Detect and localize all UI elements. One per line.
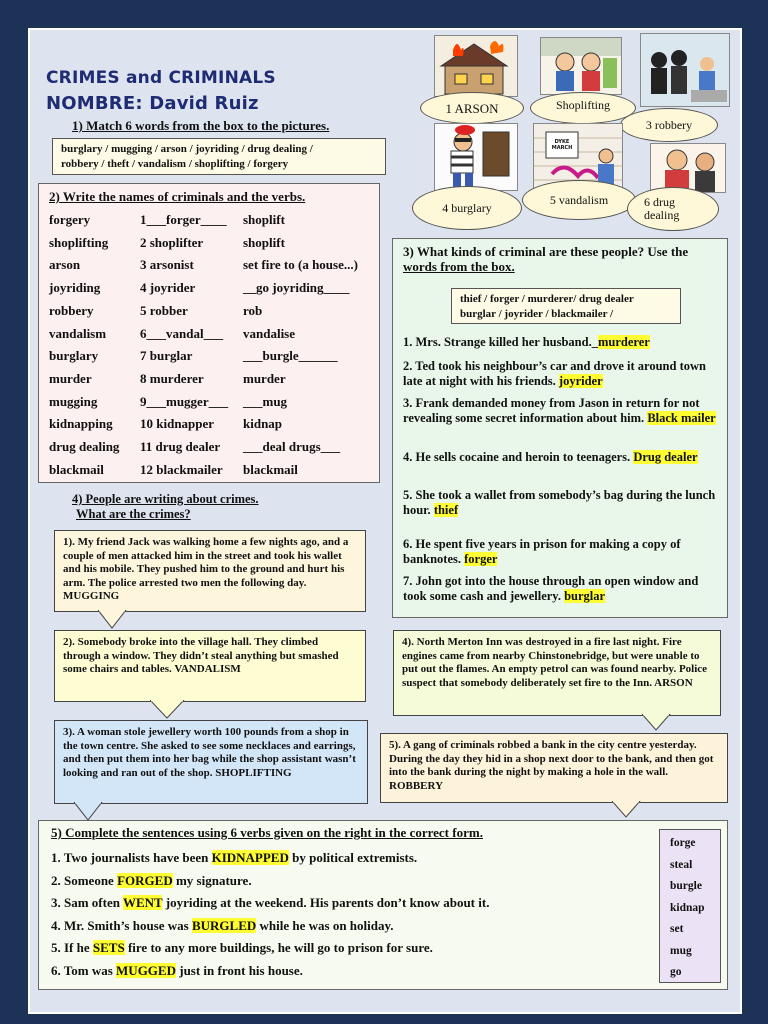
student-name: NOMBRE: David Ruiz: [46, 93, 259, 114]
instruction-line: words from the box.: [403, 259, 515, 274]
sentence-text: by political extremists.: [288, 850, 418, 865]
verb-cell: ___deal drugs___: [243, 439, 341, 454]
criminal-cell: 9___mugger___: [140, 393, 229, 409]
word-box-crimes: [52, 138, 386, 175]
sentence-item: [51, 873, 252, 889]
story-text: 3). A woman stole jewellery worth 100 pounds from a shop in the town centre. She asked to see some necklaces and earrings, and then put them into her bag while the shop assistant wasn’t looking and ran out of the shop. SHOPLIFTING: [63, 726, 356, 779]
sentence-text: 2. Someone: [51, 872, 118, 888]
verb-cell: rob: [243, 302, 263, 318]
bubble-tail: [98, 610, 128, 630]
picture-label-6: 6 drug dealing: [627, 187, 719, 231]
burglar-icon: [435, 124, 517, 190]
crime-cell: mugging: [49, 393, 98, 409]
highlighted-answer: Black mailer: [647, 411, 716, 425]
verb-cell: shoplift: [243, 234, 285, 250]
story-text: 2). Somebody broke into the village hall. They climbed through a window. They didn’t steal anything but smashed some chairs and tables. VANDALISM: [63, 636, 339, 675]
verb-item: set: [670, 923, 684, 935]
question-item: [403, 537, 723, 567]
sentence-text: 3. Sam often: [51, 895, 123, 910]
burning-house-icon: [435, 36, 517, 96]
question-item: [403, 396, 723, 426]
crime-cell: burglary: [49, 348, 99, 364]
highlighted-answer: SETS: [92, 940, 125, 955]
sentence-item: [51, 918, 394, 934]
highlighted-answer: WENT: [122, 895, 163, 910]
drug-dealer-icon: [651, 144, 725, 192]
highlighted-answer: thief: [433, 503, 459, 517]
crime-cell: forgery: [49, 212, 91, 227]
question-text: 4. He sells cocaine and heroin to teenagers.: [403, 450, 634, 464]
verb-cell: set fire to (a house...): [243, 257, 358, 273]
picture-label-2: Shoplifting: [530, 92, 636, 124]
criminal-cell: 11 drug dealer: [140, 439, 221, 454]
sentence-text: joyriding at the weekend. His parents don’t know about it.: [162, 895, 490, 910]
verb-cell: ___burgle______: [243, 348, 338, 364]
verb-list-box: [659, 829, 721, 983]
highlighted-answer: burglar: [564, 589, 606, 603]
robbers-icon: [641, 34, 729, 106]
question-text: 3. Frank demanded money from Jason in return for not revealing some secret information about him.: [403, 396, 700, 425]
criminal-cell: 3 arsonist: [140, 257, 194, 273]
question-item: [403, 359, 723, 389]
sentence-item: [51, 850, 417, 866]
verb-item: steal: [670, 858, 693, 871]
worksheet-title: CRIMES and CRIMINALS: [46, 68, 276, 88]
section2-instruction: 2) Write the names of criminals and the verbs.: [49, 189, 306, 204]
highlighted-answer: BURGLED: [191, 917, 257, 933]
word-box-line: robbery / theft / vandalism / shoplifting / forgery: [61, 158, 289, 170]
picture-label-3: 3 robbery: [620, 108, 718, 142]
story-bubble-4: [393, 630, 721, 716]
sentence-text: while he was on holiday.: [256, 917, 394, 933]
verb-item: kidnap: [670, 901, 705, 914]
verb-cell: ___mug: [243, 393, 288, 409]
crime-cell: arson: [49, 257, 81, 273]
highlighted-answer: Drug dealer: [633, 450, 698, 464]
crime-cell: kidnapping: [49, 416, 113, 432]
criminal-cell: 5 robber: [140, 302, 188, 318]
arson-picture: [434, 35, 518, 97]
burglary-picture: [434, 123, 518, 191]
crime-cell: shoplifting: [49, 234, 109, 250]
verb-item: forge: [670, 837, 696, 849]
sentence-text: my signature.: [172, 872, 252, 888]
picture-label-1: 1 ARSON: [420, 92, 524, 124]
verb-cell: murder: [243, 370, 286, 386]
bubble-tail: [612, 801, 642, 819]
bubble-tail: [150, 700, 186, 720]
story-bubble-2: [54, 630, 366, 702]
bubble-tail: [642, 714, 672, 732]
criminal-types-panel: [392, 238, 728, 618]
question-item: [403, 574, 723, 604]
picture-label-5: 5 vandalism: [522, 180, 636, 220]
verb-item: go: [670, 966, 682, 978]
sentence-item: [51, 895, 489, 911]
sentence-text: just in front his house.: [175, 962, 303, 978]
shoplifting-picture: [540, 37, 622, 95]
verb-cell: __go joyriding____: [243, 280, 350, 296]
question-item: [403, 488, 723, 518]
verb-item: burgle: [670, 880, 702, 892]
question-text: 7. John got into the house through an open window and took some cash and jewellery.: [403, 574, 699, 603]
bubble-tail: [74, 802, 104, 822]
highlighted-answer: joyrider: [558, 374, 603, 388]
shoplifting-kids-icon: [541, 38, 621, 94]
highlighted-answer: murderer: [597, 335, 650, 349]
word-box-line: burglary / mugging / arson / joyriding / drug dealing /: [61, 143, 313, 155]
question-text: 1. Mrs. Strange killed her husband._: [403, 335, 598, 349]
sentence-text: 4. Mr. Smith’s house was: [51, 917, 192, 933]
criminal-cell: 7 burglar: [140, 348, 193, 364]
highlighted-answer: KIDNAPPED: [211, 850, 289, 865]
story-text: 5). A gang of criminals robbed a bank in the city centre yesterday. During the day they hid in a shop next door to the bank, and then got into the bank during the night by making a hole in the wall. ROBBERY: [389, 739, 714, 792]
criminal-cell: 2 shoplifter: [140, 234, 204, 250]
sentence-text: 6. Tom was: [51, 962, 117, 978]
drug-dealing-picture: [650, 143, 726, 193]
crime-cell: robbery: [49, 302, 94, 318]
picture-label-4: 4 burglary: [412, 186, 522, 230]
crime-cell: blackmail: [49, 461, 104, 477]
march-sign-text: DYKE MARCH: [551, 139, 573, 151]
story-text: 4). North Merton Inn was destroyed in a fire last night. Fire engines came from nearby Chinstonebridge, but were unable to put out the flames. An empty petrol can was found nearby. Police suspect that somebody deliberately set fire to the Inn. ARSON: [402, 636, 708, 689]
sentence-item: [51, 963, 303, 979]
section5-instruction: 5) Complete the sentences using 6 verbs given on the right in the correct form.: [51, 825, 483, 840]
criminals-verbs-table: [38, 183, 380, 483]
section3-instruction: [403, 244, 688, 274]
criminal-cell: 10 kidnapper: [140, 416, 215, 432]
crime-cell: joyriding: [49, 280, 101, 296]
story-text: 1). My friend Jack was walking home a few nights ago, and a couple of men attacked him in the street and took his wallet and his mobile. They pushed him to the ground and hurt his arm. The police arrested two men the following day. MUGGING: [63, 536, 349, 602]
crime-cell: vandalism: [49, 325, 107, 341]
word-box-criminals: [451, 288, 681, 324]
verb-cell: blackmail: [243, 461, 298, 477]
question-text: 5. She took a wallet from somebody’s bag during the lunch hour.: [403, 488, 716, 517]
verb-cell: kidnap: [243, 416, 283, 432]
crime-cell: drug dealing: [49, 439, 120, 454]
robbery-picture: [640, 33, 730, 107]
criminal-cell: 6___vandal___: [140, 325, 224, 341]
instruction-line: 3) What kinds of criminal are these people? Use the: [403, 244, 689, 259]
instruction-line: What are the crimes?: [76, 507, 191, 521]
criminal-cell: 12 blackmailer: [140, 461, 223, 477]
crime-cell: murder: [49, 370, 92, 386]
criminal-cell: 8 murderer: [140, 370, 204, 386]
word-box-line: burglar / joyrider / blackmailer /: [460, 308, 614, 320]
story-bubble-1: [54, 530, 366, 612]
verb-item: mug: [670, 944, 692, 957]
story-bubble-3: [54, 720, 368, 804]
complete-sentences-panel: [38, 820, 728, 990]
verb-cell: vandalise: [243, 325, 296, 341]
highlighted-answer: MUGGED: [116, 962, 176, 978]
verb-cell: shoplift: [243, 212, 285, 227]
story-bubble-5: [380, 733, 728, 803]
question-text: 2. Ted took his neighbour’s car and drove it around town late at night with his friends.: [403, 359, 706, 388]
question-item: [403, 450, 723, 465]
highlighted-answer: FORGED: [117, 872, 173, 888]
criminal-cell: 4 joyrider: [140, 280, 196, 296]
sentence-item: [51, 940, 433, 956]
instruction-line: 4) People are writing about crimes.: [72, 492, 259, 506]
criminal-cell: 1___forger____: [140, 212, 227, 227]
question-text: 6. He spent five years in prison for making a copy of banknotes.: [403, 537, 681, 566]
sentence-text: fire to any more buildings, he will go to prison for sure.: [124, 940, 433, 955]
word-box-line: thief / forger / murderer/ drug dealer: [460, 293, 634, 305]
sentence-text: 5. If he: [51, 940, 93, 955]
section4-instruction: [72, 492, 259, 522]
highlighted-answer: forger: [464, 552, 498, 566]
sentence-text: 1. Two journalists have been: [51, 850, 212, 865]
question-item: [403, 335, 723, 350]
section1-instruction: 1) Match 6 words from the box to the pictures.: [72, 118, 330, 133]
